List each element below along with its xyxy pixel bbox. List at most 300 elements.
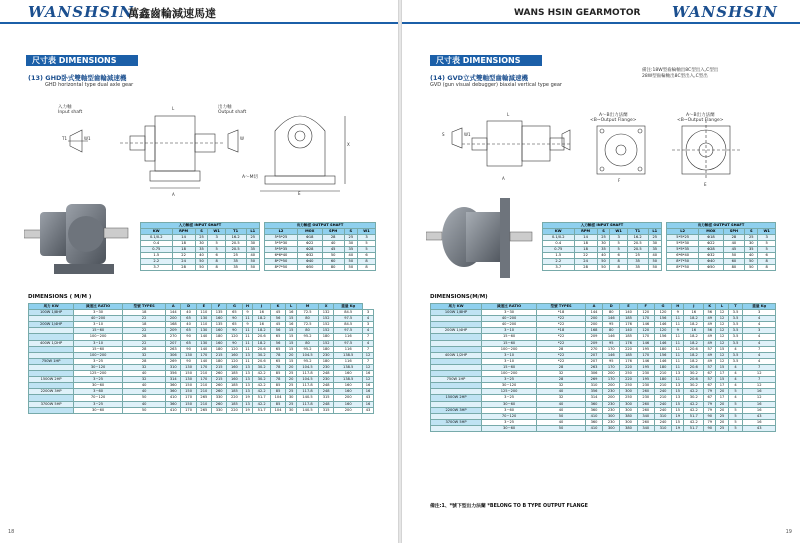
table-cell: 200	[334, 407, 363, 413]
table-cell: 125~200	[74, 371, 123, 377]
table-cell: 1500W 2HP	[431, 395, 482, 401]
column-header: L1	[648, 229, 661, 235]
table-cell: 9	[242, 310, 253, 316]
table-cell: 20	[286, 352, 297, 358]
table-cell: 16	[253, 322, 271, 328]
table-cell: 207	[166, 340, 181, 346]
table-cell: 18.2	[253, 316, 271, 322]
table-cell: 30~60	[74, 383, 123, 389]
table-cell: 4	[743, 322, 776, 328]
table-cell: 30	[246, 241, 259, 247]
svg-text:F: F	[618, 178, 621, 183]
table-cell: 85	[270, 389, 285, 395]
table-cell: 210	[654, 371, 671, 377]
table-cell: 185	[227, 401, 242, 407]
table-cell: 210	[654, 395, 671, 401]
gvd-product-photo	[426, 192, 536, 284]
table-cell: 28	[123, 346, 166, 352]
table-cell: 3.5	[728, 316, 743, 322]
table-cell: 12	[716, 334, 728, 340]
table-cell: 11	[672, 364, 684, 370]
table-cell: 185	[620, 352, 637, 358]
table-cell: 18	[574, 247, 597, 253]
table-cell: 215	[212, 364, 227, 370]
column-header: F	[212, 304, 227, 310]
table-cell: 3.7	[141, 265, 173, 271]
table-cell: 0.75	[141, 247, 173, 253]
column-header: J	[684, 304, 704, 310]
table-cell: 260	[637, 407, 654, 413]
column-header: T	[728, 304, 743, 310]
table-cell: 5	[610, 247, 627, 253]
table-cell: 3~30	[74, 310, 123, 316]
table-cell: 28	[537, 346, 586, 352]
table-cell: 20.5	[225, 247, 246, 253]
table-cell: 176	[620, 322, 637, 328]
table-cell: 50	[745, 259, 758, 265]
table-cell: 180	[319, 334, 334, 340]
table-cell: 17	[716, 395, 728, 401]
table-cell: *22	[537, 316, 586, 322]
table-cell: 230	[603, 401, 620, 407]
table-cell: 20	[716, 407, 728, 413]
table-cell: 40	[597, 253, 610, 259]
table-cell: 180	[654, 346, 671, 352]
table-cell: 117.8	[297, 383, 319, 389]
table-cell: 50	[723, 253, 745, 259]
table-cell: 9	[672, 328, 684, 334]
table-cell: 230	[637, 395, 654, 401]
table-cell: 4	[728, 383, 743, 389]
table-cell: 3	[363, 322, 374, 328]
table-cell: 90	[227, 316, 242, 322]
flange-label-b: A～B出力法蘭 <B~Output Flange>	[677, 113, 724, 123]
table-cell: 78	[270, 352, 285, 358]
table-cell: 152	[319, 322, 334, 328]
table-cell: 19	[672, 413, 684, 419]
table-cell: 40	[745, 253, 758, 259]
table-cell: 90	[704, 413, 716, 419]
table-cell: 17	[716, 371, 728, 377]
table-cell: 15~60	[481, 364, 536, 370]
table-cell: Φ32	[297, 253, 322, 259]
table-cell: 30~120	[481, 383, 536, 389]
table-cell: 132	[319, 310, 334, 316]
table-cell: 5	[208, 241, 225, 247]
table-cell: 50	[246, 265, 259, 271]
table-cell: 80	[603, 328, 620, 334]
table-cell: 260	[212, 401, 227, 407]
table-cell: 156	[654, 316, 671, 322]
table-cell: 0.75	[543, 247, 575, 253]
table-cell: 0.1/0.2	[543, 235, 575, 241]
table-cell: 140.5	[297, 395, 319, 401]
table-cell: 28	[537, 364, 586, 370]
table-cell: 248	[319, 401, 334, 407]
table-cell: 30	[195, 241, 208, 247]
table-cell: 200	[603, 383, 620, 389]
table-cell: 11	[672, 346, 684, 352]
table-cell: 3.7	[543, 265, 575, 271]
table-cell: 7	[743, 364, 776, 370]
table-cell: 51.7	[684, 425, 704, 431]
column-header: S	[344, 229, 357, 235]
table-cell: 15	[286, 340, 297, 346]
table-cell: 11	[672, 377, 684, 383]
table-cell: 116	[334, 346, 363, 352]
table-cell: 195	[637, 377, 654, 383]
table-cell: 50	[195, 265, 208, 271]
table-cell: 57	[704, 346, 716, 352]
table-cell: 100~200	[481, 371, 536, 377]
table-cell: 43	[363, 395, 374, 401]
table-cell: 90	[181, 334, 196, 340]
table-cell: 12	[716, 358, 728, 364]
table-cell: 25	[286, 371, 297, 377]
table-cell: 140.5	[297, 407, 319, 413]
table-cell: 40	[537, 407, 586, 413]
table-cell: Φ22	[699, 241, 723, 247]
table-cell: *22	[537, 352, 586, 358]
table-cell: 230	[637, 383, 654, 389]
table-cell: 360	[166, 383, 181, 389]
table-cell: 300	[603, 413, 620, 419]
table-cell: 40	[537, 401, 586, 407]
table-cell: 4	[728, 371, 743, 377]
table-cell: 146	[637, 358, 654, 364]
table-cell: 0.4	[543, 241, 575, 247]
table-cell: 78	[270, 364, 285, 370]
left-page	[0, 0, 398, 543]
table-cell: 5	[358, 247, 376, 253]
table-cell: 146	[603, 334, 620, 340]
table-cell: 43	[743, 413, 776, 419]
column-header: W1	[758, 229, 776, 235]
table-cell: *22	[537, 358, 586, 364]
table-cell: 240	[654, 407, 671, 413]
table-cell: 4	[363, 328, 374, 334]
column-header: 馬力 KW	[431, 304, 482, 310]
table-cell: 5	[208, 247, 225, 253]
table-cell: 269	[166, 358, 181, 364]
table-cell: 28	[537, 377, 586, 383]
table-cell: 104.5	[297, 352, 319, 358]
table-cell: 50	[123, 407, 166, 413]
table-cell: 15	[716, 377, 728, 383]
table-cell: 35	[195, 247, 208, 253]
table-cell: 300	[620, 389, 637, 395]
svg-text:E: E	[704, 182, 707, 187]
section-bar: 尺寸表 DIMENSIONS	[26, 55, 138, 66]
table-cell: 24	[172, 259, 195, 265]
table-cell: 7	[743, 346, 776, 352]
column-header: 重量 Kg	[334, 304, 363, 310]
table-cell: 5*5*35	[667, 247, 699, 253]
column-header: KW	[543, 229, 575, 235]
table-cell: 160	[212, 316, 227, 322]
table-cell: 168	[585, 328, 602, 334]
table-cell: 50	[123, 395, 166, 401]
table-cell: 30.2	[253, 377, 271, 383]
brand-logo: WANSHSIN	[28, 3, 134, 21]
table-cell: 11	[242, 334, 253, 340]
table-cell: 1.5	[141, 253, 173, 259]
svg-text:W: W	[240, 136, 244, 141]
table-cell: 65	[270, 346, 285, 352]
table-cell: 200	[585, 316, 602, 322]
table-cell: 360	[166, 401, 181, 407]
table-cell: Φ40	[699, 259, 723, 265]
table-cell: 50	[537, 425, 586, 431]
column-header: M	[297, 304, 319, 310]
table-cell: 42.2	[253, 371, 271, 377]
table-cell: 13	[242, 352, 253, 358]
column-header: G	[227, 304, 242, 310]
table-cell: 150	[181, 371, 196, 377]
table-row	[667, 265, 776, 271]
column-header: MOX	[297, 229, 322, 235]
table-cell: 14	[574, 235, 597, 241]
table-cell: 20.6	[684, 364, 704, 370]
table-cell: 265	[196, 407, 211, 413]
column-header: E	[620, 304, 637, 310]
table-cell: 18.2	[684, 340, 704, 346]
table-cell: 170	[181, 407, 196, 413]
table-cell: 20.6	[684, 377, 704, 383]
table-cell: 200	[166, 316, 181, 322]
table-cell: 170	[196, 364, 211, 370]
table-cell: 15~60	[74, 328, 123, 334]
table-cell: 40	[195, 253, 208, 259]
table-cell: 315	[319, 395, 334, 401]
table-cell: 16	[684, 328, 704, 334]
table-cell: 110	[196, 322, 211, 328]
table-cell: 240	[654, 401, 671, 407]
table-cell: 49	[704, 340, 716, 346]
table-cell: 18	[172, 241, 195, 247]
table-cell: 135	[212, 310, 227, 316]
table-cell: 16	[743, 419, 776, 425]
table-cell: 215	[212, 377, 227, 383]
table-cell: 410	[166, 407, 181, 413]
table-cell: 30	[344, 241, 357, 247]
table-cell: 250	[620, 383, 637, 389]
table-cell: 3.5	[728, 334, 743, 340]
table-cell: 4	[743, 340, 776, 346]
table-cell: 51.7	[253, 395, 271, 401]
table-cell: 8	[208, 259, 225, 265]
table-cell: 51.7	[253, 407, 271, 413]
table-cell: 65	[181, 316, 196, 322]
table-cell: 410	[166, 395, 181, 401]
table-cell: 16	[253, 310, 271, 316]
table-cell: 230	[603, 389, 620, 395]
table-cell: Φ50	[699, 265, 723, 271]
table-cell: 30~120	[74, 364, 123, 370]
table-cell: 160	[212, 328, 227, 334]
table-cell: 78	[270, 377, 285, 383]
table-cell: 90	[704, 425, 716, 431]
table-cell: 100~200	[74, 352, 123, 358]
column-header: RPM	[574, 229, 597, 235]
table-cell: 230	[319, 352, 334, 358]
table-cell: 20.6	[253, 358, 271, 364]
table-cell: 60	[723, 259, 745, 265]
table-cell: 9	[672, 310, 684, 316]
table-cell: 13	[672, 395, 684, 401]
table-cell: 30	[648, 241, 661, 247]
table-cell: 97.5	[334, 340, 363, 346]
table-cell: 25	[716, 413, 728, 419]
table-cell: 60	[322, 259, 344, 265]
table-cell: 200	[603, 371, 620, 377]
table-cell: 170	[196, 352, 211, 358]
table-cell: 3	[363, 310, 374, 316]
table-cell: 3	[743, 310, 776, 316]
column-header: K	[704, 304, 716, 310]
column-header: D	[181, 304, 196, 310]
column-header: L2	[265, 229, 298, 235]
table-cell: 56	[704, 328, 716, 334]
table-cell: 56	[270, 328, 285, 334]
table-cell: 220	[227, 395, 242, 401]
table-cell: 22	[574, 253, 597, 259]
table-cell: 16	[363, 401, 374, 407]
table-cell: 11	[242, 346, 253, 352]
table-cell: 13	[242, 401, 253, 407]
table-cell: 240	[654, 389, 671, 395]
column-header: KW	[141, 229, 173, 235]
table-cell: 28	[123, 358, 166, 364]
table-cell: 25	[745, 235, 758, 241]
table-cell: 67	[704, 395, 716, 401]
table-cell: *22	[537, 334, 586, 340]
table-cell: 8*7*50	[667, 259, 699, 265]
table-cell: 12	[363, 364, 374, 370]
output-shaft-table: 出力軸徑 OUTPUT SHAFT L2 MOX SPH S W1 5*5*25 Φ18 28 25 3 5*5*30 Φ22 40 30 5 5*5*35 Φ28 45 35 5 6*6*40 Φ32 50 40 6 8*7*50 Φ40 60 50 8 8*7*50 Φ50 80 50 8	[666, 222, 776, 271]
table-cell: 65	[181, 340, 196, 346]
table-cell: 11	[672, 334, 684, 340]
table-cell: 16	[684, 310, 704, 316]
table-cell: 400W 1/2HP	[431, 352, 482, 358]
table-cell: 207	[585, 358, 602, 364]
svg-text:S: S	[442, 132, 445, 137]
table-cell: 18.2	[684, 334, 704, 340]
table-cell: 3~10	[74, 322, 123, 328]
table-cell: 230	[603, 407, 620, 413]
table-cell: 30~60	[481, 401, 536, 407]
table-cell: 330	[212, 395, 227, 401]
table-cell: 19	[672, 425, 684, 431]
table-cell: 35	[648, 247, 661, 253]
table-cell: 210	[196, 401, 211, 407]
table-cell: 7	[743, 377, 776, 383]
table-cell: 43	[743, 425, 776, 431]
table-cell: 100W 1/8HP	[431, 310, 482, 316]
table-cell: 16	[286, 322, 297, 328]
table-cell: 15	[286, 334, 297, 340]
table-cell: 170	[196, 377, 211, 383]
column-header: 型號 TYPES	[537, 304, 586, 310]
table-cell: 210	[196, 371, 211, 377]
table-cell: 50	[195, 259, 208, 265]
ghd-product-photo	[24, 190, 130, 286]
table-cell: *22	[537, 340, 586, 346]
table-cell: 3~25	[481, 395, 536, 401]
table-cell: 5	[758, 241, 776, 247]
table-cell: 95.2	[297, 346, 319, 352]
table-cell: 248	[319, 389, 334, 395]
table-cell: 80	[297, 316, 319, 322]
table-cell: 32	[537, 383, 586, 389]
column-header: W1	[610, 229, 627, 235]
table-cell: 15~60	[481, 334, 536, 340]
table-cell: 270	[166, 334, 181, 340]
table-cell: 248	[319, 371, 334, 377]
table-cell: 16.2	[225, 235, 246, 241]
table-cell: *22	[537, 322, 586, 328]
table-cell: 12	[716, 316, 728, 322]
column-header: S	[597, 229, 610, 235]
table-cell: 5	[728, 389, 743, 395]
column-header: 馬力 KW	[29, 304, 74, 310]
table-cell: 20	[286, 377, 297, 383]
table-cell: 28	[123, 334, 166, 340]
table-cell: 360	[166, 389, 181, 395]
table-cell: 18.2	[253, 328, 271, 334]
table-cell: Φ40	[297, 259, 322, 265]
table-cell: 170	[603, 346, 620, 352]
table-row	[265, 265, 376, 271]
table-cell: 25	[225, 253, 246, 259]
table-cell: 13	[242, 371, 253, 377]
table-cell: 170	[637, 352, 654, 358]
table-cell: 140	[620, 310, 637, 316]
table-cell: 215	[212, 352, 227, 358]
table-cell: 49	[704, 334, 716, 340]
table-cell: 80	[723, 265, 745, 271]
table-cell: 95	[603, 340, 620, 346]
table-cell: 13	[242, 377, 253, 383]
table-cell: 15	[672, 389, 684, 395]
table-cell: 12	[363, 377, 374, 383]
table-cell: 160	[212, 340, 227, 346]
table-cell: 80	[297, 328, 319, 334]
table-cell: 120	[637, 310, 654, 316]
table-cell: 28	[172, 265, 195, 271]
left-header	[0, 0, 398, 24]
input-shaft-label: 入力軸 Input shaft	[58, 105, 83, 115]
table-cell: 70~120	[481, 413, 536, 419]
column-header: H	[672, 304, 684, 310]
table-cell: 16	[743, 389, 776, 395]
table-cell: 90	[227, 340, 242, 346]
table-cell: 40	[123, 383, 166, 389]
table-cell: 13	[672, 371, 684, 377]
table-cell: 18	[123, 322, 166, 328]
table-cell: 15	[672, 419, 684, 425]
table-cell: 65	[270, 358, 285, 364]
table-cell: 4	[743, 316, 776, 322]
table-cell: Φ18	[699, 235, 723, 241]
table-cell: 42.2	[253, 389, 271, 395]
table-cell: 25	[286, 401, 297, 407]
table-cell: 35	[246, 247, 259, 253]
table-cell: 170	[603, 377, 620, 383]
table-cell: 400W 1/2HP	[29, 340, 74, 346]
column-header: SPH	[322, 229, 344, 235]
table-cell: 85	[270, 401, 285, 407]
